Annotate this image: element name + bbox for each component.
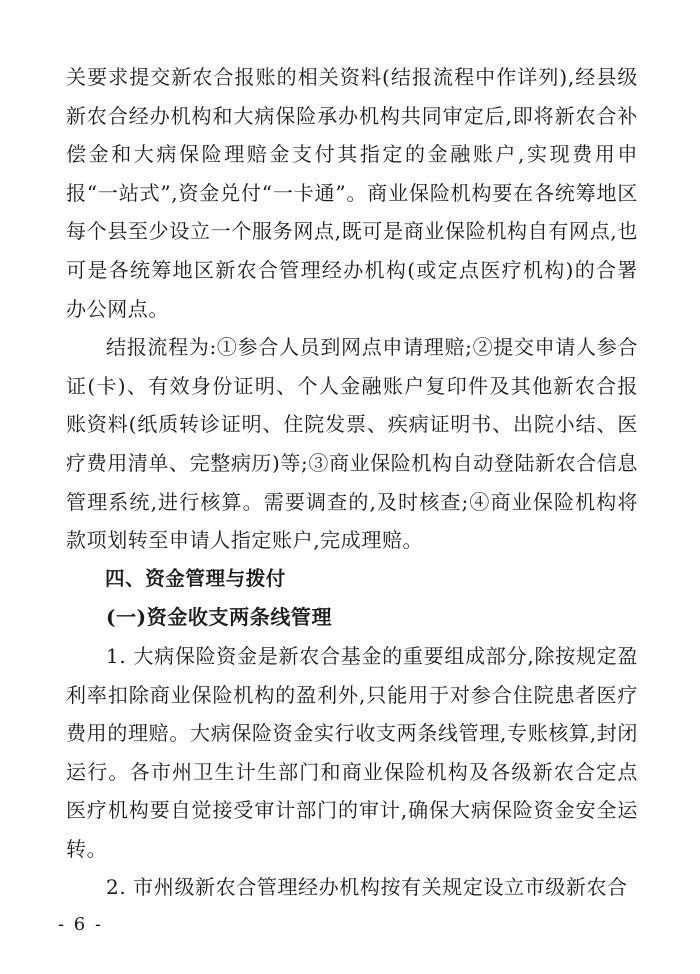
paragraph-item-2: 2. 市州级新农合管理经办机构按有关规定设立市级新农合 (106, 875, 628, 900)
paragraph-item-1: 1. 大病保险资金是新农合基金的重要组成部分,除按规定盈利率扣除商业保险机构的盈利外,只能用于对参合住院患者医疗费用的理赔。大病保险资金实行收支两条线管理,专账核算,封闭运行。各市州卫生计生部门和商业保险机构及各级新农合定点医疗机构要自觉接受审计部门的审计,确保大病保险资金安全运转。 (66, 643, 638, 861)
paragraph-settlement-process: 结报流程为:①参合人员到网点申请理赔;②提交申请人参合证(卡)、有效身份证明、个人金融账户复印件及其他新农合报账资料(纸质转诊证明、住院发票、疾病证明书、出院小结、医疗费用清单、完整病历)等;③商业保险机构自动登陆新农合信息管理系统,进行核算。需要调查的,及时核查;④商业保险机构将款项划转至申请人指定账户,完成理赔。 (66, 335, 638, 553)
section-heading-fund-management: 四、资金管理与拨付 (105, 566, 286, 590)
paragraph-reimbursement-materials: 关要求提交新农合报账的相关资料(结报流程中作详列),经县级新农合经办机构和大病保险承办机构共同审定后,即将新农合补偿金和大病保险理赔金支付其指定的金融账户,实现费用申报“一站式”,资金兑付“一卡通”。商业保险机构要在各统筹地区每个县至少设立一个服务网点,既可是商业保险机构自有网点,也可是各统筹地区新农合管理经办机构(或定点医疗机构)的合署办公网点。 (66, 65, 638, 321)
page-number: - 6 - (58, 914, 104, 935)
subsection-heading-two-line-management: (一)资金收支两条线管理 (106, 605, 333, 630)
